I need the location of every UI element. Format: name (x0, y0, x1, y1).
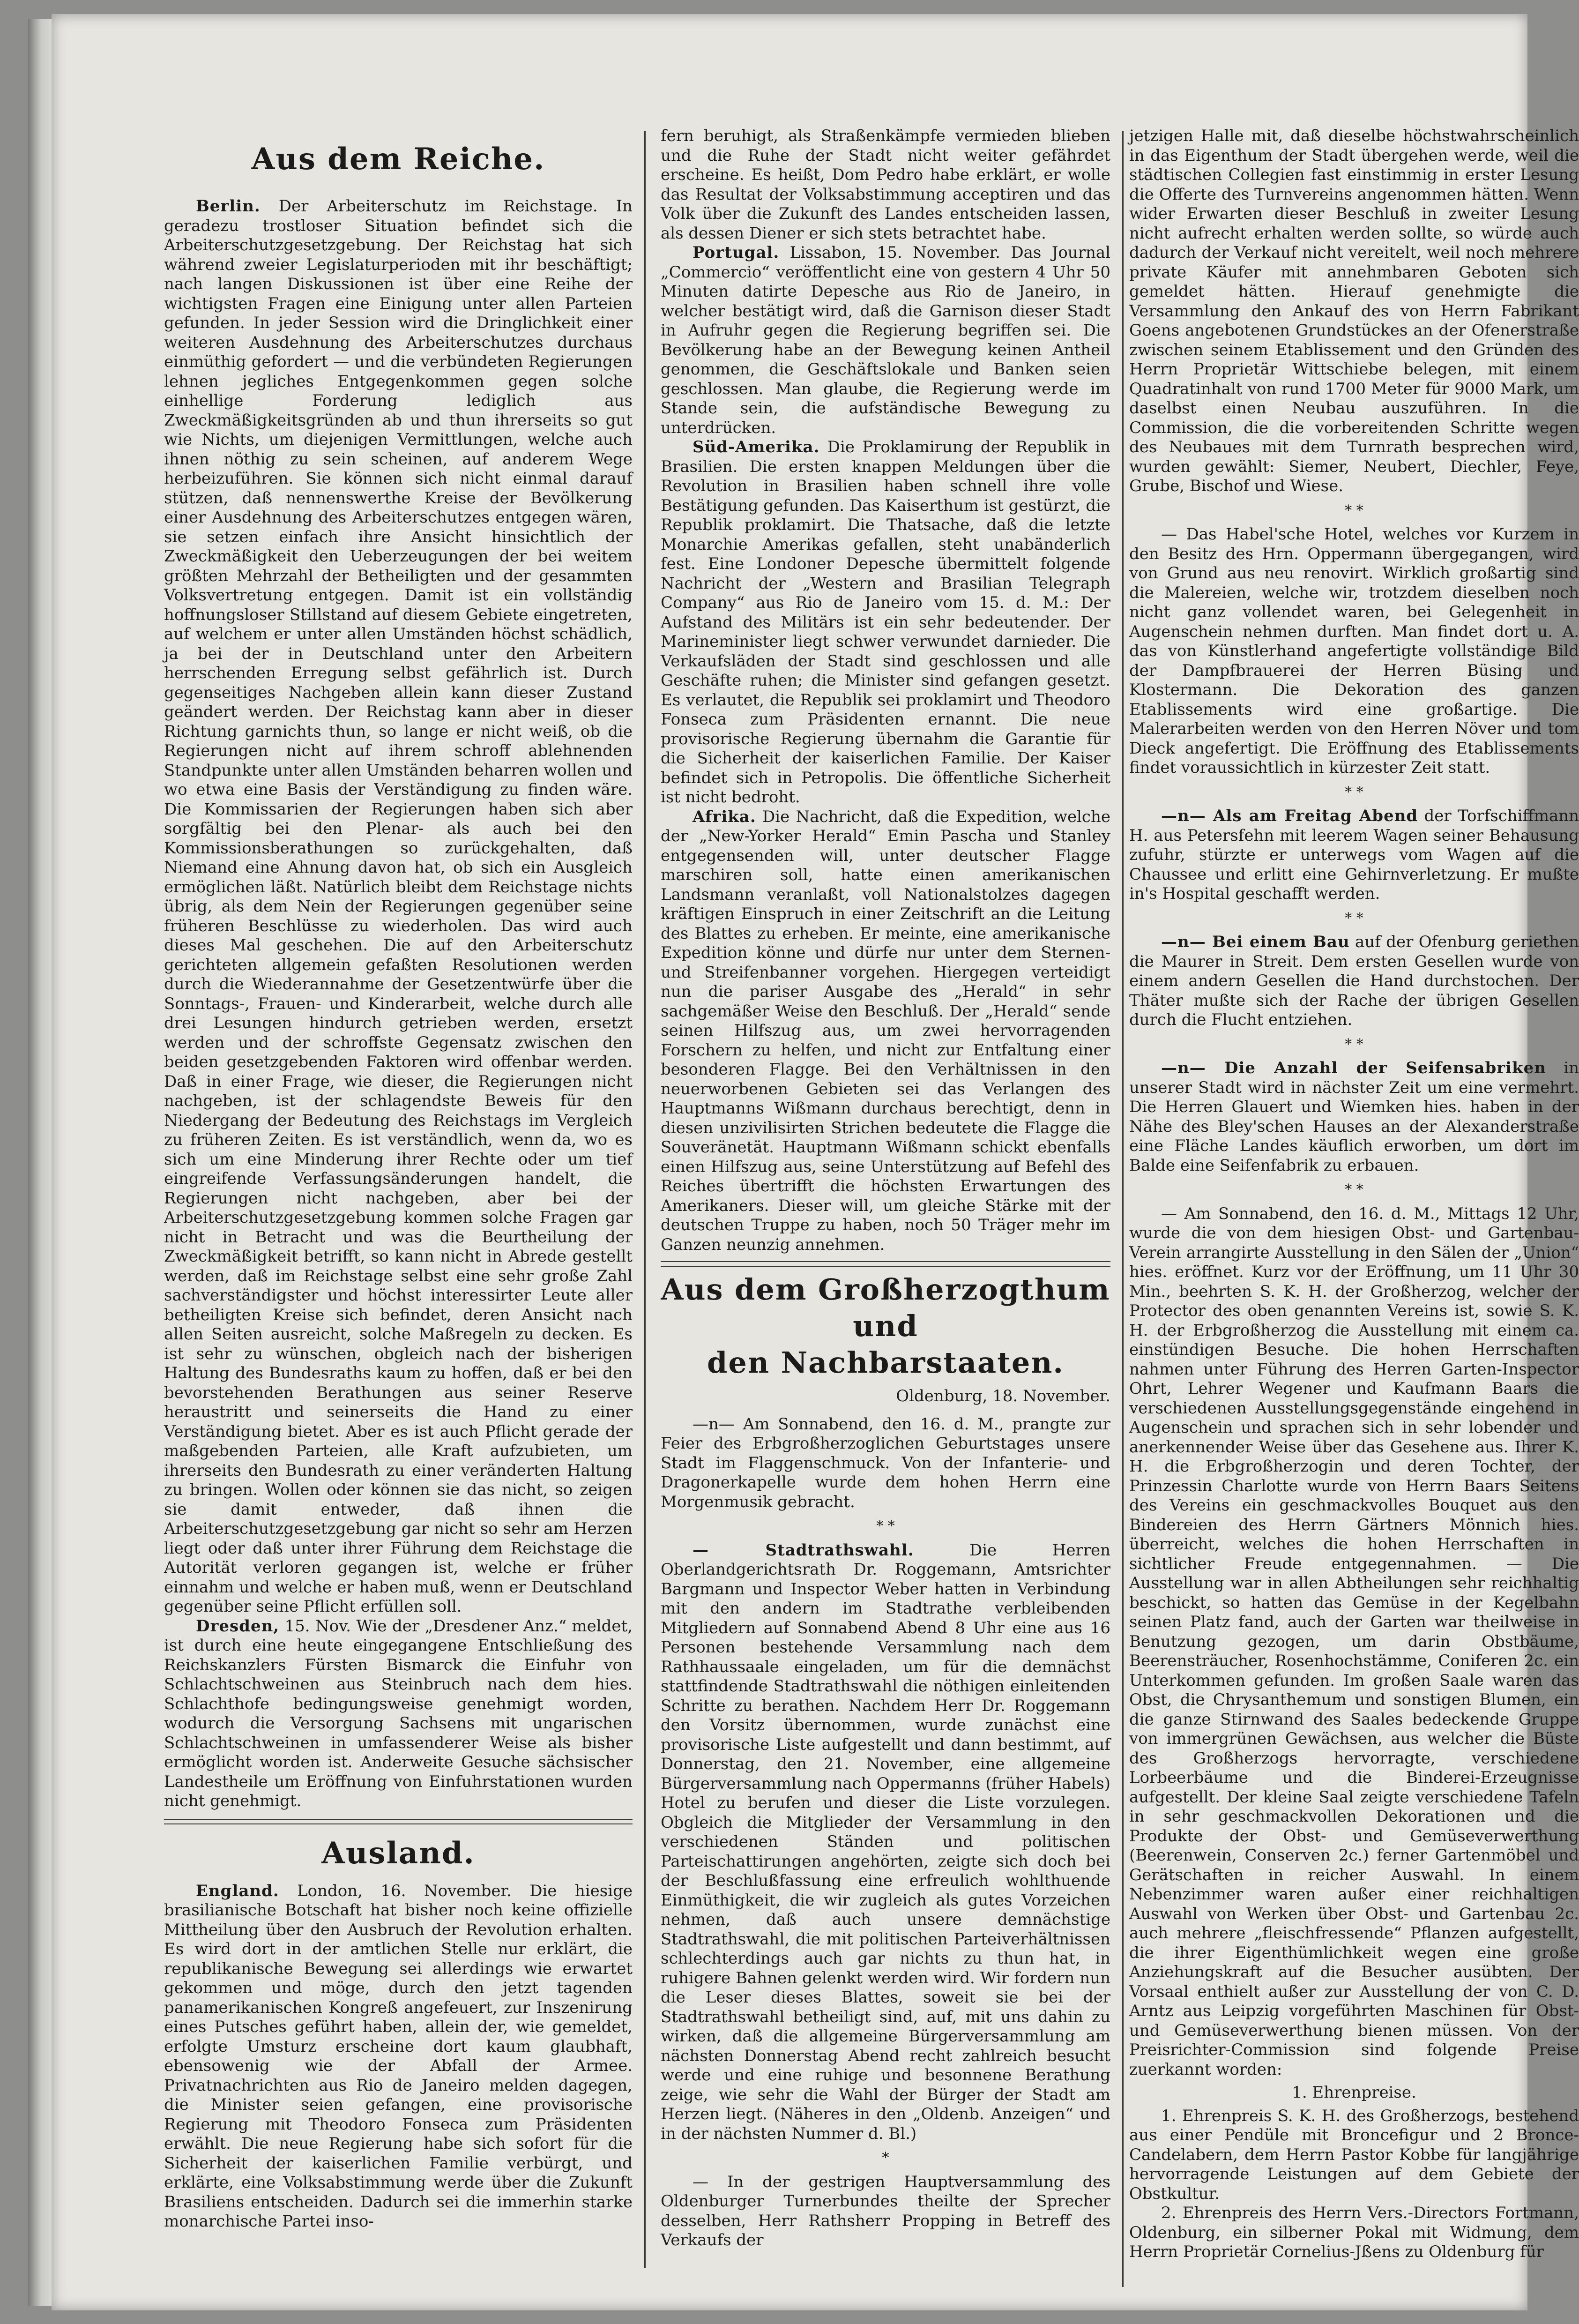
section-heading-ausland: Ausland. (321, 1835, 475, 1871)
article-continuation: fern beruhigt, als Straßenkämpfe vermieden blieben und die Ruhe der Stadt nicht weiter gefährdet erscheine. Es heißt, Dom Pedro habe erklärt, er wolle das Resultat der Volksabstimmung acceptiren und das Volk über die Zukunft des Landes entscheiden lassen, als dessen Diener er sich stets betrachtet habe. (661, 127, 1110, 243)
column-3 (1129, 127, 1579, 2310)
newspaper-page (52, 14, 1579, 2310)
article-lead: Dresden, (196, 1616, 280, 1636)
section-heading-grossherzogthum-line1: Aus dem Großherzogthum und (661, 1272, 1110, 1343)
article-afrika (661, 807, 1110, 1255)
article-text: in unserer Stadt wird in nächster Zeit um eine vermehrt. Die Herren Glauert und Wiemken hies. haben in der Nähe des Bley'schen Hauses an der Alexanderstraße eine Fläche Landes käuflich erworben, um dort im Balde eine Seifenfabrik zu erbauen. (1129, 1059, 1579, 1175)
article-lead: —n— Die Anzahl der Seifensabriken (1161, 1059, 1546, 1077)
section-rule (661, 1261, 1110, 1267)
article-text: Lissabon, 15. November. Das Journal „Commercio“ veröffentlicht eine von gestern 4 Uhr 50 Minuten datirte Depesche aus Rio de Janeiro, in welcher bestätigt wird, daß die Garnison dieser Stadt in Aufruhr gegen die Regierung begriffen sei. Die Bevölkerung habe an der Bewegung keinen Antheil genommen, die Geschäftslokale und Banken seien geschlossen. Man glaube, die Regierung werde im Stande sein, die aufständische Bewegung zu unterdrücken. (661, 243, 1110, 437)
separator-stars: * * (1345, 1036, 1363, 1053)
article-berlin (164, 197, 633, 1617)
separator-stars: * * (1345, 1181, 1363, 1198)
preis-item: 1. Ehrenpreis S. K. H. des Großherzogs, bestehend aus einer Pendüle mit Broncefigur und 2 Bronce-Candelabern, dem Herrn Pastor Kobbe für langjährige hervorragende Leistungen auf dem Gebiete der Obstkultur. (1129, 2106, 1579, 2203)
article-text: Der Arbeiterschutz im Reichstage. In geradezu trostloser Situation befindet sich die Arbeiterschutzgesetzgebung. Der Reichstag hat sich während zweier Legislaturperioden mit ihr beschäftigt; nach langen Diskussionen ist über eine Reihe der wichtigsten Fragen eine Einigung unter allen Parteien gefunden. In jeder Session wird die Dringlichkeit einer weiteren Ausdehnung des Arbeiterschutzes durchaus einmüthig gefordert — und die verbündeten Regierungen lehnen jegliches Entgegenkommen gegen solche einhellige Forderung lediglich aus Zweckmäßigkeitsgründen ab und thun ihrerseits so gut wie Nichts, um diejenigen Vermittlungen, welche auch ihnen nöthig zu sein scheinen, auf anderem Wege herbeizuführen. Sie können sich nicht einmal darauf stützen, daß nennenswerthe Kreise der Bevölkerung einer Ausdehnung des Arbeiterschutzes entgegen wären, sie setzen einfach ihre Ansicht hinsichtlich der Zweckmäßigkeit den Ueberzeugungen der bei weitem größten Mehrzahl der Betheiligten und der gesammten Volksvertretung entgegen. Damit ist ein vollständig hoffnungsloser Stillstand auf diesem Gebiete eingetreten, auf welchem er unter allen Umständen höchst schädlich, ja bei der in Deutschland unter den Arbeitern herrschenden Erregung selbst gefährlich ist. Durch gegenseitiges Nachgeben allein kann dieser Zustand geändert werden. Der Reichstag kann aber in dieser Richtung garnichts thun, so lange er nicht weiß, ob die Regierungen nicht auf ihrem schroff ablehnenden Standpunkte unter allen Umständen beharren wollen und wo etwa eine Basis der Verständigung zu finden wäre. Die Kommissarien der Regierungen haben sich aber sorgfältig bei den Plenar- als auch bei den Kommissionsberathungen so zurückgehalten, daß Niemand eine Ahnung davon hat, ob sich ein Ausgleich ermöglichen läßt. Natürlich bleibt dem Reichstage nichts übrig, als dem Nein der Regierungen gegenüber seine früheren Beschlüsse zu wiederholen. Das wird auch dieses Mal geschehen. Die auf den Arbeiterschutz gerichteten allgemein gefaßten Resolutionen werden durch die Wiederannahme der Gesetzentwürfe über die Sonntags-, Frauen- und Kinderarbeit, welche durch alle drei Lesungen hindurch getrieben werden, ersetzt werden und der schroffste Gegensatz zwischen den beiden gesetzgebenden Faktoren wird offenbar werden. Daß in einer Frage, wie dieser, die Regierungen nicht nachgeben, ist der schlagendste Beweis für den Niedergang der Bedeutung des Reichstags im Vergleich zu früheren Zeiten. Es ist verständlich, wenn da, wo es sich um eine Minderung ihrer Rechte oder um tief eingreifende Verfassungsänderungen handelt, die Regierungen nicht nachgeben, aber bei der Arbeiterschutzgesetzgebung kommen solche Fragen gar nicht in Betracht und was die Beurtheilung der Zweckmäßigkeit betrifft, so kann nicht in Abrede gestellt werden, daß im Reichstage selbst eine sehr große Zahl sachverständigster und höchst interessirter Leute aller betheiligten Kreise sich befindet, deren Ansicht nach allen Seiten ausreicht, solche Maßregeln zu decken. Es ist sehr zu wünschen, obgleich nach der bisherigen Haltung des Bundesraths kaum zu hoffen, daß er bei den bevorstehenden Berathungen aus seiner Reserve heraustritt und seinerseits die Hand zu einer Verständigung bietet. Aber es ist auch Pflicht gerade der maßgebenden Parteien, alle Kraft aufzubieten, um ihrerseits den Bundesrath zu einer veränderten Haltung zu bringen. Wollen oder können sie das nicht, so zeigen sie damit entweder, daß ihnen die Arbeiterschutzgesetzgebung gar nicht so sehr am Herzen liegt oder daß unter ihrer Führung dem Reichstage die Autorität verloren gegangen ist, welche er früher einnahm und welche er haben muß, wenn er Deutschland gegenüber seine Pflicht erfüllen soll. (164, 197, 633, 1616)
article-stadtrathswahl (661, 1541, 1110, 2144)
article-text: der Torfschiffmann H. aus Petersfehn mit leerem Wagen seiner Behausung zufuhr, stürzte er unterwegs vom Wagen auf die Chaussee und erlitt eine Gehirnverletzung. Er mußte in's Hospital geschafft werden. (1129, 807, 1579, 903)
column-rule (1122, 131, 1124, 2287)
article-text: 15. Nov. Wie der „Dresdener Anz.“ meldet, ist durch eine heute eingegangene Entschließung des Reichskanzlers Fürsten Bismarck die Einfuhr von Schlachtschweinen aus Steinbruch nach dem hies. Schlachthofe bedingungsweise genehmigt worden, wodurch die Versorgung Sachsens mit ungarischen Schlachtschweinen in umfassenderer Weise als bisher ermöglicht worden ist. Anderweite Gesuche sächsischer Landestheile um Eröffnung von Einfuhrstationen wurden nicht genehmigt. (164, 1616, 633, 1810)
article-turnerbund: — In der gestrigen Hauptversammlung des Oldenburger Turnerbundes theilte der Sprecher desselben, Herr Rathsherr Propping in Betreff des Verkaufs der (661, 2172, 1110, 2249)
article-lead: Berlin. (196, 197, 261, 216)
article-bau (1129, 933, 1579, 1030)
article-lead: —n— Bei einem Bau (1161, 933, 1350, 951)
article-england (164, 1882, 633, 2232)
article-lead: Portugal. (693, 243, 780, 262)
article-lead: Süd-Amerika. (693, 438, 820, 456)
article-text: London, 16. November. Die hiesige brasilianische Botschaft hat bisher noch keine offizielle Mittheilung über den Ausbruch der Revolution erhalten. Es wird dort in der amtlichen Stelle nur erklärt, die republikanische Bewegung sei allerdings wie erwartet gekommen und möge, durch den jetzt tagenden panamerikanischen Kongreß angefeuert, zur Inszenirung eines Putsches geführt haben, allein der, wie gemeldet, erfolgte Umsturz erscheine dort kaum glaubhaft, ebensowenig wie der Abfall der Armee. Privatnachrichten aus Rio de Janeiro melden dagegen, die Minister seien gefangen, eine provisorische Regierung mit Theodoro Fonseca zum Präsidenten erwählt. Die neue Regierung habe sich sofort für die Sicherheit der kaiserlichen Familie verbürgt, und erklärte, eine Volksabstimmung werde über die Zukunft Brasiliens entscheiden. Dadurch sei die immerhin starke monarchische Partei inso- (164, 1881, 633, 2231)
separator-stars: * * (876, 1518, 895, 1534)
subheading-ehrenpreise: 1. Ehrenpreise. (1292, 2083, 1416, 2102)
article-suedamerika (661, 438, 1110, 807)
separator-stars: * * (1345, 784, 1363, 800)
preis-item: 2. Ehrenpreis des Herrn Vers.-Directors Fortmann, Oldenburg, ein silberner Pokal mit Widmung, dem Herrn Proprietär Cornelius-Jßens zu Oldenburg für (1129, 2204, 1579, 2261)
article-lead: —n— Als am Freitag Abend (1161, 807, 1418, 825)
column-rule (644, 131, 646, 2268)
article-seifenfabriken (1129, 1059, 1579, 1175)
article-lead: Afrika. (693, 807, 756, 826)
column-1 (164, 127, 633, 2310)
section-heading-reich: Aus dem Reiche. (251, 142, 545, 177)
article-text: Die Nachricht, daß die Expedition, welche der „New-Yorker Herald“ Emin Pascha und Stanley entgegensenden will, unter deutscher Flagge marschiren soll, hatte einen amerikanischen Landsmann veranlaßt, voll Nationalstolzes dagegen kräftigen Einspruch in einer Zeitschrift an die Leitung des Blattes zu erheben. Er meinte, eine amerikanische Expedition könne und dürfe nur unter dem Sternen- und Streifenbanner vorgehen. Hiergegen verteidigt nun die pariser Ausgabe des „Herald“ in sehr sachgemäßer Weise den Beschluß. Der „Herald“ sende seinen Hilfszug aus, um zwei hervorragenden Forschern zu helfen, und nicht zur Entfaltung einer besonderen Flagge. Bei den Verhältnissen in den neuerworbenen Gebieten sei das Verlangen des Hauptmanns Wißmann durchaus berechtigt, denn in diesen unzivilisirten Strichen bedeutete die Flagge die Souveränetät. Hauptmann Wißmann schickt ebenfalls einen Hilfszug aus, seine Unterstützung auf Befehl des Reiches übertrifft die höchsten Erwartungen des Amerikaners. Dieser will, um gleiche Stärke mit der deutschen Truppe zu haben, noch 50 Träger mehr im Ganzen neunzig annehmen. (661, 807, 1110, 1254)
separator-stars: * * (1345, 910, 1363, 927)
separator-stars: * * (1345, 502, 1363, 519)
article-habel-hotel: — Das Habel'sche Hotel, welches vor Kurzem in den Besitz des Hrn. Oppermann übergegangen, wird von Grund aus neu renovirt. Wirklich großartig sind die Malereien, welche wir, trotzdem dieselben noch nicht ganz vollendet waren, bei Gelegenheit in Augenschein nehmen durften. Man findet dort u. A. das von Künstlerhand angefertigte vollständige Bild der Dampfbrauerei der Herren Büsing und Klostermann. Die Dekoration des ganzen Etablissements wird eine großartige. Die Malerarbeiten werden von den Herren Növer und tom Dieck angefertigt. Die Eröffnung des Etablissements findet voraussichtlich in kürzester Zeit statt. (1129, 525, 1579, 777)
separator-star: * (882, 2150, 889, 2166)
section-rule (164, 1819, 633, 1824)
article-continuation: jetzigen Halle mit, daß dieselbe höchstwahrscheinlich in das Eigenthum der Stadt übergehen werde, weil die städtischen Collegien fast einstimmig in erster Lesung die Offerte des Turnvereins angenommen hätten. Wenn wider Erwarten dieser Beschluß in zweiter Lesung nicht aufrecht erhalten werden sollte, so würde auch dadurch der Verkauf nicht vereitelt, weil noch mehrere private Käufer mit annehmbaren Geboten sich gemeldet hätten. Hierauf genehmigte die Versammlung den Ankauf des von Herrn Fabrikant Goens angebotenen Grundstückes an der Ofenerstraße zwischen seinem Etablissement und den Gründen des Herrn Proprietär Wittschiebe belegen, mit einem Quadratinhalt von rund 1700 Meter für 9000 Mark, um daselbst einen Neubau auszuführen. In die Commission, die die vorbereitenden Schritte wegen des Neubaues mit dem Turnrath besprechen wird, wurden gewählt: Siemer, Neubert, Diechler, Feye, Grube, Bischof und Wiese. (1129, 127, 1579, 495)
article-text: Die Herren Oberlandgerichtsrath Dr. Roggemann, Amtsrichter Bargmann und Inspector Weber hatten in Verbindung mit den andern im Stadtrathe verbleibenden Mitgliedern auf Sonnabend Abend 8 Uhr eine aus 16 Personen bestehende Versammlung nach dem Rathhaussaale eingeladen, um für die demnächst stattfindende Stadtrathswahl die nöthigen einleitenden Schritte zu berathen. Nachdem Herr Dr. Roggemann den Vorsitz übernommen, wurde zunächst eine provisorische Liste aufgestellt und dann bestimmt, auf Donnerstag, den 21. November, eine allgemeine Bürgerversammlung nach Oppermanns (früher Habels) Hotel zu berufen und dieser die Liste vorzulegen. Obgleich die Mitglieder der Versammlung in den verschiedenen Ständen und politischen Parteischattirungen angehörten, zeigte sich doch bei der Beschlußfassung eine erfreulich wohlthuende Einmüthigkeit, die wir zugleich als gutes Vorzeichen nehmen, daß auch unsere demnächstige Stadtrathswahl, die mit politischen Parteiverhältnissen schlechterdings auch gar nichts zu thun hat, in ruhigere Bahnen gelenkt werden wird. Wir fordern nun die Leser dieses Blattes, soweit sie bei der Stadtrathswahl betheiligt sind, auf, mit uns dahin zu wirken, daß die allgemeine Bürgerversammlung am nächsten Donnerstag Abend recht zahlreich besucht werde und eine ruhige und besonnene Berathung zeige, wie sehr die Wahl der Bürger der Stadt am Herzen liegt. (Näheres in den „Oldenb. Anzeigen“ und in der nächsten Nummer d. Bl.) (661, 1540, 1111, 2143)
column-2 (661, 127, 1110, 2310)
dateline: Oldenburg, 18. November. (896, 1387, 1110, 1405)
section-heading-grossherzogthum-line2: den Nachbarstaaten. (707, 1345, 1064, 1380)
article-freitag (1129, 807, 1579, 904)
article-dresden (164, 1617, 633, 1811)
article-lead: — Stadtrathswahl. (693, 1540, 914, 1560)
article-lead: England. (196, 1881, 279, 1900)
article-ausstellung: — Am Sonnabend, den 16. d. M., Mittags 12 Uhr, wurde die von dem hiesigen Obst- und Gartenbau-Verein arrangirte Ausstellung in den Sälen der „Union“ hies. eröffnet. Kurz vor der Eröffnung, um 11 Uhr 30 Min., beehrten S. K. H. der Großherzog, welcher der Protector des oben genannten Vereins ist, sowie S. K. H. der Erbgroßherzog die Ausstellung mit einem ca. einstündigen Besuche. Die hohen Herrschaften nahmen unter Führung des Herren Garten-Inspector Ohrt, Lehrer Wegener und Kaufmann Baars die verschiedenen Ausstellungsgegenstände eingehend in Augenschein und sprachen sich in sehr lobender und anerkennender Weise über das Gesehene aus. Ihrer K. H. die Erbgroßherzogin und deren Tochter, der Prinzessin Charlotte wurde von Herrn Baars Seitens des Vereins ein geschmackvolles Bouquet aus den Bindereien des Herrn Gärtners Mönnich hies. überreicht, welches die hohen Herrschaften in sichtlicher Freude entgegennahmen. — Die Ausstellung war in allen Abtheilungen sehr reichhaltig beschickt, so hatten das Gemüse in der Kegelbahn seinen Platz fand, auch der Garten war theilweise in Benutzung gezogen, um darin Obstbäume, Beerensträucher, Rosenhochstämme, Coniferen 2c. ein Unterkommen gefunden. Im großen Saale waren das Obst, die Chrysanthemum und sonstigen Blumen, ein die ganze Stirnwand des Saales bedeckende Gruppe von immergrünen Gewächsen, aus welcher die Büste des Großherzogs hervorragte, verschiedene Lorbeerbäume und die Binderei-Erzeugnisse aufgestellt. Der kleine Saal zeigte verschiedene Tafeln in sehr geschmackvollen Dekorationen und die Produkte der Obst- und Gemüseverwerthung (Beerenwein, Conserven 2c.) ferner Gartenmöbel und Gerätschaften in reicher Auswahl. In einem Nebenzimmer waren außer einer reichhaltigen Auswahl von Werken über Obst- und Gartenbau 2c. auch mehrere „fleischfressende“ Pflanzen aufgestellt, die ihrer Eigenthümlichkeit wegen eine große Anziehungskraft auf die Besucher ausübten. Der Vorsaal enthielt außer zur Ausstellung der von C. D. Arntz aus Leipzig vorgeführten Maschinen für Obst- und Gemüseverwerthung bienen müssen. Von der Preisrichter-Commission sind folgende Preise zuerkannt worden: (1129, 1204, 1579, 2079)
article-portugal (661, 243, 1110, 438)
article-geburtstag: —n— Am Sonnabend, den 16. d. M., prangte zur Feier des Erbgroßherzoglichen Geburtstages unsere Stadt im Flaggenschmuck. Von der Infanterie- und Dragonerkapelle wurde dem hohen Herrn eine Morgenmusik gebracht. (661, 1414, 1110, 1511)
article-text: auf der Ofenburg geriethen die Maurer in Streit. Dem ersten Gesellen wurde von einem andern Gesellen die Hand durchstochen. Der Thäter mußte sich der Rache der übrigen Gesellen durch die Flucht entziehen. (1129, 933, 1579, 1029)
article-text: Die Proklamirung der Republik in Brasilien. Die ersten knappen Meldungen über die Revolution in Brasilien haben schnell ihre volle Bestätigung gefunden. Das Kaiserthum ist gestürzt, die Republik proklamirt. Die Thatsache, daß die letzte Monarchie Amerikas gefallen, steht unabänderlich fest. Eine Londoner Depesche übermittelt folgende Nachricht der „Western and Brasilian Telegraph Company“ aus Rio de Janeiro vom 15. d. M.: Der Aufstand des Militärs ist ein sehr bedeutender. Der Marineminister liegt schwer verwundet darnieder. Die Verkaufsläden der Stadt sind geschlossen und alle Geschäfte ruhen; die Minister sind gefangen gesetzt. Es verlautet, die Republik sei proklamirt und Theodoro Fonseca zum Präsidenten ernannt. Die neue provisorische Regierung übernahm die Garantie für die Sicherheit der kaiserlichen Familie. Der Kaiser befindet sich in Petropolis. Die öffentliche Sicherheit ist nicht bedroht. (661, 438, 1111, 807)
